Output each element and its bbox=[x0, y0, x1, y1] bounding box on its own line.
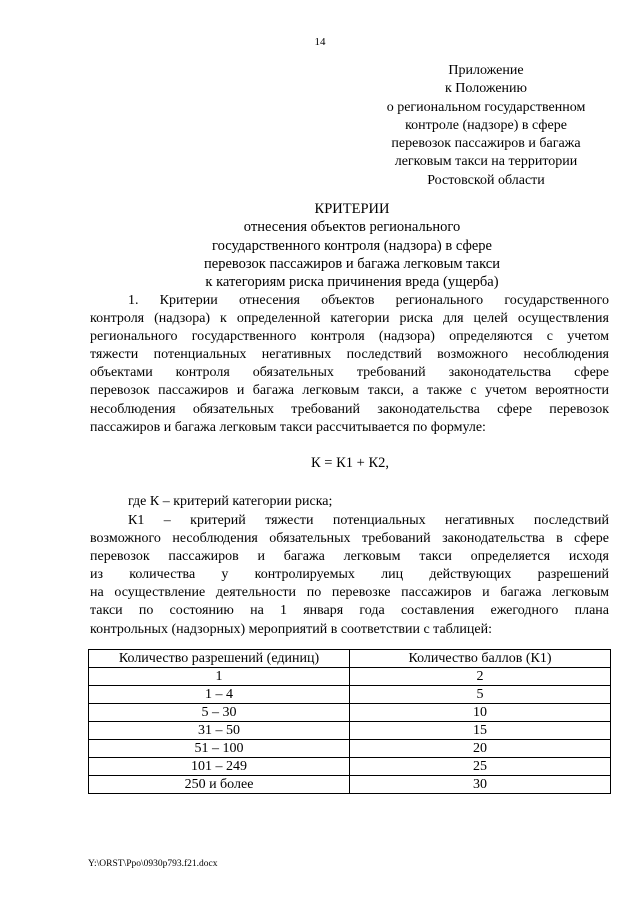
paragraph-line: объектами контроля обязательных требований законодательства сфере bbox=[90, 365, 609, 381]
table-cell: 2 bbox=[350, 668, 611, 686]
paragraph-line: К1 – критерий тяжести потенциальных негативных последствий bbox=[128, 513, 609, 528]
title-line: к категориям риска причинения вреда (ущерба) bbox=[205, 274, 499, 291]
table-cell: 30 bbox=[350, 776, 611, 794]
paragraph-line: контрольных (надзорных) мероприятий в соответствии с таблицей: bbox=[90, 621, 493, 637]
table-cell: 51 – 100 bbox=[89, 740, 350, 758]
appendix-line: Приложение bbox=[448, 63, 524, 78]
column-header-points: Количество баллов (К1) bbox=[350, 650, 611, 668]
paragraph-2: где К – критерий категории риска; bbox=[128, 494, 333, 509]
paragraph-line: возможного несоблюдения обязательных требований законодательства в сфере bbox=[90, 531, 609, 547]
table-cell: 1 – 4 bbox=[89, 686, 350, 704]
paragraph-line: перевозок пассажиров и багажа легковым такси определяется исходя bbox=[90, 549, 609, 565]
appendix-line: Ростовской области bbox=[427, 172, 545, 188]
paragraph-line: такси по состоянию на 1 января года составления ежегодного плана bbox=[90, 603, 609, 619]
title-line: государственного контроля (надзора) в сфере bbox=[212, 237, 492, 254]
title-heading: КРИТЕРИИ bbox=[314, 201, 390, 217]
table-cell: 25 bbox=[350, 758, 611, 776]
table-row bbox=[89, 686, 611, 704]
table-cell: 15 bbox=[350, 722, 611, 740]
appendix-line: контроле (надзоре) в сфере bbox=[405, 117, 567, 133]
table-row bbox=[89, 740, 611, 758]
table-row bbox=[89, 704, 611, 722]
table-cell: 5 bbox=[350, 686, 611, 704]
table-row bbox=[89, 668, 611, 686]
paragraph-line: перевозок пассажиров и багажа легковым такси, а также с учетом вероятности bbox=[90, 383, 609, 399]
table-row bbox=[89, 776, 611, 794]
paragraph-line: несоблюдения обязательных требований законодательства сфере перевозок bbox=[90, 401, 609, 417]
table-cell: 250 и более bbox=[89, 776, 350, 794]
appendix-header bbox=[370, 62, 602, 190]
table-row bbox=[89, 722, 611, 740]
table-row bbox=[89, 758, 611, 776]
table-cell: 101 – 249 bbox=[89, 758, 350, 776]
paragraph-line: регионального государственного контроля (надзора) определяются с учетом bbox=[90, 329, 609, 345]
table-cell: 10 bbox=[350, 704, 611, 722]
table-cell: 20 bbox=[350, 740, 611, 758]
appendix-line: перевозок пассажиров и багажа bbox=[391, 136, 581, 152]
paragraph-3 bbox=[90, 512, 609, 639]
document-title bbox=[0, 200, 640, 291]
paragraph-line: пассажиров и багажа легковым такси рассчитывается по формуле: bbox=[90, 419, 486, 435]
paragraph-line: на осуществление деятельности по перевозке пассажиров и багажа легковым bbox=[90, 585, 609, 601]
paragraph-1 bbox=[90, 292, 609, 437]
title-line: перевозок пассажиров и багажа легковым такси bbox=[204, 255, 500, 272]
table-cell: 5 – 30 bbox=[89, 704, 350, 722]
column-header-permits: Количество разрешений (единиц) bbox=[89, 650, 350, 668]
title-line: отнесения объектов регионального bbox=[243, 219, 461, 236]
file-path-footer: Y:\ORST\Ppo\0930p793.f21.docx bbox=[88, 859, 218, 869]
paragraph-line: 1. Критерии отнесения объектов регионального государственного bbox=[128, 293, 609, 308]
table-cell: 1 bbox=[89, 668, 350, 686]
appendix-line: о региональном государственном bbox=[386, 99, 586, 115]
paragraph-line: контроля (надзора) к определенной категории риска для целей осуществления bbox=[90, 311, 609, 327]
appendix-line: легковым такси на территории bbox=[394, 154, 578, 170]
paragraph-line: из количества у контролируемых лиц действующих разрешений bbox=[90, 567, 609, 583]
scores-table bbox=[88, 649, 611, 794]
table-cell: 31 – 50 bbox=[89, 722, 350, 740]
appendix-line: к Положению bbox=[444, 81, 527, 97]
paragraph-line: тяжести потенциальных негативных последствий возможного несоблюдения bbox=[90, 347, 609, 363]
page-number: 14 bbox=[314, 36, 326, 48]
table-header-row bbox=[89, 650, 611, 668]
formula: К = К1 + К2, bbox=[311, 455, 389, 471]
